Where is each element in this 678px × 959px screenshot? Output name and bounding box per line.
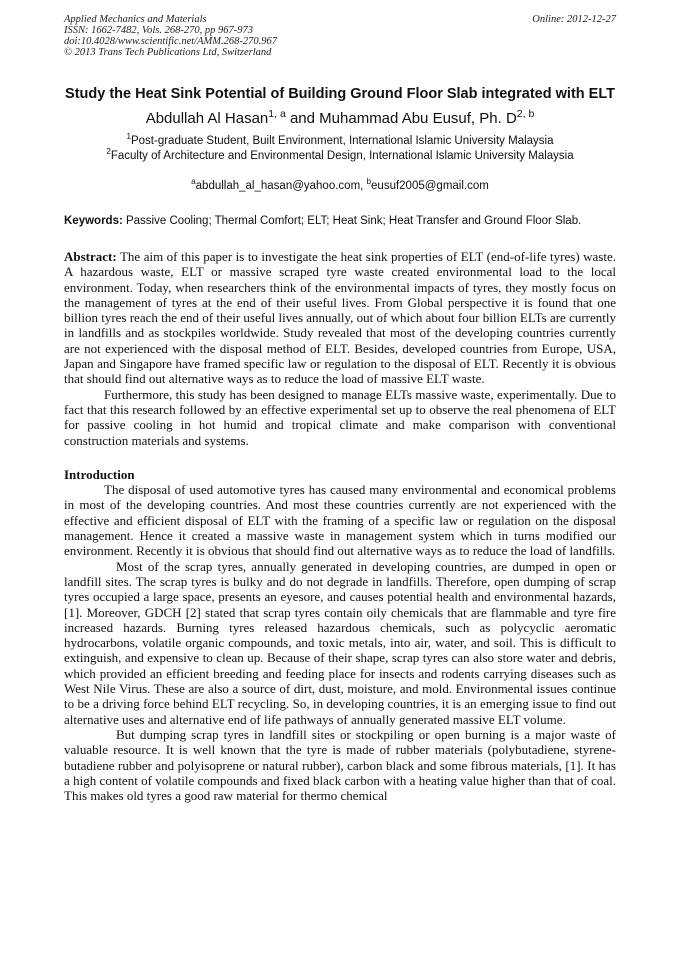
online-date: Online: 2012-12-27 bbox=[532, 14, 616, 25]
author-line bbox=[64, 109, 616, 128]
email-a: abdullah_al_hasan@yahoo.com, bbox=[195, 180, 367, 192]
affiliation-1-text: Post-graduate Student, Built Environment, International Islamic University Malaysia bbox=[130, 135, 554, 147]
author-2-sup: 2, b bbox=[516, 108, 535, 120]
affiliation-1-sup: 1 bbox=[126, 132, 131, 142]
copyright-line: © 2013 Trans Tech Publications Ltd, Switzerland bbox=[64, 47, 272, 58]
author-1: Abdullah Al Hasan bbox=[145, 110, 269, 127]
intro-paragraph-1: The disposal of used automotive tyres has caused many environmental and economical problems in most of the developing countries. And most these countries currently are not experienced with the effective and efficient disposal of ELT with the framing of a specific law or regulation on the disposal management. Hence it created a massive waste in management system which in turns modified our environment. Recently it is obvious that should find out alternative ways as to reduce the load of landfills. bbox=[64, 482, 616, 559]
intro-paragraph-2: Most of the scrap tyres, annually generated in developing countries, are dumped in open or landfill sites. The scrap tyres is bulky and do not degrade in landfills. Therefore, open dumping of scrap tyres occupied a large space, presents an eyesore, and causes potential health and environmental hazards, [1]. Moreover, GDCH [2] stated that scrap tyres contain oily chemicals that are flammable and tyre fire increased hazards. Burning tyres released hazardous chemicals, such as polycyclic aeromatic hydrocarbons, volatile organic compounds, and toxic metals, into air, water, and soil. This is difficult to extinguish, and expensive to clean up. Because of their shape, scrap tyres can also store water and debris, which provided an efficient breeding and feeding place for insects and rodents carrying diseases such as West Nile Virus. These are also a source of dirt, dust, moisture, and mold. Environmental issues continue to be a driving force behind ELT recycling. So, in developing countries, it is an emerging issue to find out alternative uses and alternative end of life pathways of annually generated massive ELT volume. bbox=[64, 558, 616, 727]
affiliation-1 bbox=[64, 134, 616, 149]
email-b-sup: b bbox=[366, 177, 372, 187]
abstract-paragraph-2: Furthermore, this study has been designed to manage ELTs massive waste, experimentally. Due to fact that this research followed by an effective experimental set up to observe the real phenomena of ELT for passive cooling in hot humid and tropical climate and make comparison with conventional construction materials and systems. bbox=[64, 386, 616, 448]
affiliation-2-sup: 2 bbox=[106, 147, 111, 157]
paper-title: Study the Heat Sink Potential of Building Ground Floor Slab integrated with ELT bbox=[65, 86, 615, 102]
introduction-heading: Introduction bbox=[64, 466, 135, 482]
journal-name: Applied Mechanics and Materials bbox=[64, 14, 207, 25]
keywords-text: Passive Cooling; Thermal Comfort; ELT; Heat Sink; Heat Transfer and Ground Floor Slab. bbox=[122, 215, 582, 227]
affiliation-2-text: Faculty of Architecture and Environmental Design, International Islamic University Malaysia bbox=[110, 150, 574, 162]
abstract bbox=[64, 249, 616, 448]
issn-line: ISSN: 1662-7482, Vols. 268-270, pp 967-973 bbox=[64, 25, 253, 36]
author-conjunction: and bbox=[285, 110, 320, 127]
email-a-sup: a bbox=[191, 177, 196, 187]
author-2: Muhammad Abu Eusuf, Ph. D bbox=[319, 110, 517, 127]
paper-page bbox=[64, 14, 616, 803]
abstract-paragraph-1 bbox=[64, 249, 616, 387]
intro-paragraph-3: But dumping scrap tyres in landfill sites or stockpiling or open burning is a major waste of valuable resource. It is well known that the tyre is made of rubber materials (polybutadiene, styrene-butadiene rubber and polyisoprene or natural rubber), carbon black and some fibrous materials, [1]. It has a high content of volatile compounds and fixed black carbon with a heating value higher than that of coal. This makes old tyres a good raw material for thermo chemical bbox=[64, 726, 616, 804]
email-b: eusuf2005@gmail.com bbox=[371, 180, 489, 192]
abstract-p1-text: The aim of this paper is to investigate the heat sink properties of ELT (end-of-life tyres) waste. A hazardous waste, ELT or massive scraped tyre waste created environmental load to the local environment. Today, when researchers think of the environmental impacts of tyres, they mostly focus on the management of tyres at the end of their useful lives. From Global perspective it is found that one billion tyres reach the end of their useful lives annually, out of which about four billion ELTs are currently in landfills and as stockpiles worldwide. Study revealed that most of the developing countries currently are not experienced with the disposal method of ELT. Besides, developed countries from Europe, USA, Japan and Singapore have framed specific law or regulation to the disposal of ELT. Recently it is obvious that should find out alternative ways as to reduce the load of massive ELT waste. bbox=[64, 249, 616, 387]
author-1-sup: 1, a bbox=[268, 108, 286, 120]
doi-line: doi:10.4028/www.scientific.net/AMM.268-270.967 bbox=[64, 36, 277, 47]
keywords-label: Keywords: bbox=[64, 215, 123, 227]
introduction-section bbox=[64, 467, 616, 804]
journal-header bbox=[64, 14, 616, 58]
abstract-label: Abstract: bbox=[64, 249, 117, 264]
affiliations bbox=[64, 134, 616, 164]
affiliation-2 bbox=[64, 149, 616, 164]
email-line bbox=[64, 179, 616, 194]
keywords bbox=[64, 214, 616, 229]
